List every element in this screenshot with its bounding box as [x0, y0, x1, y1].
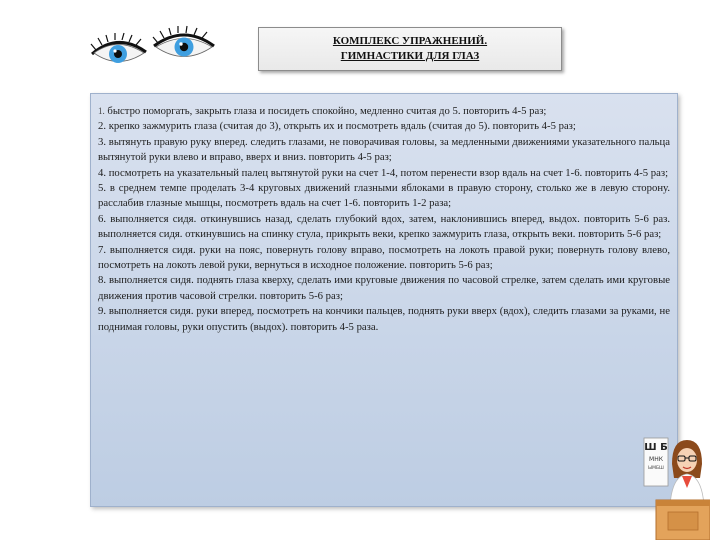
exercise-item-6 — [98, 212, 670, 243]
eye-chart-row-3: ЫМБШ — [648, 466, 664, 471]
exercise-number: 8. — [98, 274, 107, 287]
exercise-item-8 — [98, 273, 670, 304]
eye-chart-row-2: МНК — [649, 456, 663, 463]
exercise-list — [90, 93, 678, 507]
exercise-text: вытянуть правую руку вперед. следить глазами, не поворачивая головы, за медленными движениями указательного пальца вытянутой руки влево и вправо, вверх и вниз. повторить 4-5 раз; — [98, 135, 671, 164]
exercise-text: выполняется сидя. поднять глаза кверху, сделать ими круговые движения по часовой стрелке, затем сделать ими круговые движения против часовой стрелки. повторить 5-6 раз; — [98, 274, 670, 302]
exercise-text: в среднем темпе проделать 3-4 круговых движений глазными яблоками в правую сторону, столько же в левую сторону. расслабив глазные мышцы, посмотреть вдаль на счет 1-6. повторить 1-2 раза; — [98, 182, 670, 210]
exercise-item-7 — [98, 243, 670, 274]
right-eye-icon — [153, 26, 214, 57]
exercise-text: крепко зажмурить глаза (считая до 3), открыть их и посмотреть вдаль (считая до 5). повторить 4-5 раз; — [108, 120, 576, 133]
eye-chart-top-letters: Ш Б — [644, 442, 668, 453]
title-box — [258, 27, 562, 71]
exercise-text: посмотреть на указательный палец вытянутой руки на счет 1-4, потом перенести взор вдаль на счет 1-6. повторить 4-5 раз; — [108, 166, 669, 179]
exercise-number: 1. — [98, 106, 105, 116]
page-title-line-2: ГИМНАСТИКИ ДЛЯ ГЛАЗ — [340, 50, 480, 62]
exercise-number: 3. — [98, 135, 107, 148]
exercise-number: 6. — [98, 212, 107, 225]
exercise-number: 5. — [98, 182, 107, 195]
exercise-number: 9. — [98, 305, 107, 318]
exercise-item-9 — [98, 304, 670, 335]
exercise-text: выполняется сидя. откинувшись назад, сделать глубокий вдох, затем, наклонившись вперед, выдох. повторить 5-6 раз. выполняется сидя. откинувшись на спинку стула, прикрыть веки, крепко зажмурить глаза, открыть веки. повторить 5-6 раз; — [98, 212, 670, 241]
teacher-figure-icon — [670, 440, 704, 506]
exercise-number: 7. — [98, 243, 107, 256]
exercise-item-2 — [98, 119, 670, 134]
exercise-item-3 — [98, 135, 670, 166]
exercise-item-4 — [98, 166, 670, 181]
exercise-number: 2. — [98, 120, 107, 133]
eyes-illustration-icon — [88, 24, 218, 74]
exercise-text: выполняется сидя. руки вперед, посмотреть на кончики пальцев, поднять руки вверх (вдох), следить глазами за руками, не поднимая головы, руки опустить (выдох). повторить 4-5 раза. — [98, 305, 671, 333]
page-title-line-1: КОМПЛЕКС УПРАЖНЕНИЙ. — [332, 35, 488, 47]
left-eye-icon — [91, 33, 146, 63]
exercise-item-1 — [98, 104, 670, 119]
exercise-text: выполняется сидя. руки на пояс, повернуть голову вправо, посмотреть на локоть правой руки; повернуть голову влево, посмотреть на локоть левой руки, вернуться в исходное положение. повторить 5-6 раз; — [98, 243, 670, 272]
eye-chart-icon — [644, 438, 668, 486]
exercise-text: быстро поморгать, закрыть глаза и посидеть спокойно, медленно считая до 5. повторить 4-5 раз; — [107, 105, 547, 117]
exercise-number: 4. — [98, 166, 107, 179]
teacher-with-eye-chart-icon — [642, 436, 710, 540]
desk-icon — [656, 500, 710, 540]
exercise-item-5 — [98, 181, 670, 212]
